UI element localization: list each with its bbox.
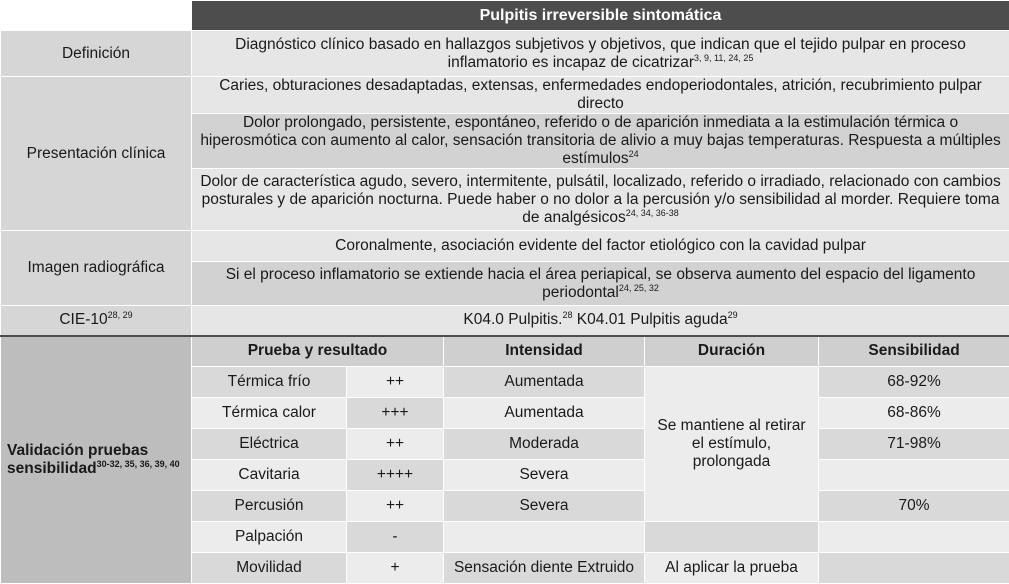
presentacion-label: Presentación clínica [1,77,192,231]
prueba-duracion [645,522,819,553]
presentacion-row-3: Dolor de característica agudo, severo, intermitente, pulsátil, localizado, referido o irradiado, relacionado con cambios posturales y de aparición nocturna. Puede haber o no dolor a la percusión y/o sensibilidad al morder. Requiere toma de analgésicos$^{24, 34, 36-38}$ [192,169,1009,231]
prueba-intensidad [444,522,645,553]
prueba-name: Eléctrica [192,429,347,460]
prueba-resultado: ++++ [347,460,444,491]
prueba-sensibilidad: 71-98% [819,429,1009,460]
prueba-resultado: - [347,522,444,553]
prueba-name: Movilidad [192,553,347,584]
definicion-text: Diagnóstico clínico basado en hallazgos subjetivos y objetivos, que indican que el tejido pulpar en proceso inflamatorio es incapaz de cicatrizar$^{3, 9, 11, 24, 25}$ [192,31,1009,77]
col-duracion-header: Duración [645,336,819,367]
cie-text: K04.0 Pulpitis.$^{28}$ K04.01 Pulpitis aguda$^{29}$ [192,306,1009,336]
col-prueba-header: Prueba y resultado [192,336,444,367]
prueba-resultado: ++ [347,491,444,522]
prueba-sensibilidad: 68-92% [819,367,1009,398]
duracion-merged: Se mantiene al retirar el estímulo, prolongada [645,367,819,522]
prueba-resultado: ++ [347,367,444,398]
header-blank [1,1,192,31]
definicion-label: Definición [1,31,192,77]
prueba-sensibilidad [819,553,1009,584]
prueba-name: Palpación [192,522,347,553]
prueba-resultado: +++ [347,398,444,429]
prueba-intensidad: Aumentada [444,398,645,429]
prueba-name: Percusión [192,491,347,522]
prueba-sensibilidad [819,522,1009,553]
presentacion-row-2: Dolor prolongado, persistente, espontáneo, referido o de aparición inmediata a la estimulación térmica o hiperosmótica con aumento al calor, sensación transitoria de alivio a muy bajas temperaturas. Respuesta a múltiples estímulos$^{24}$ [192,114,1009,169]
table-title: Pulpitis irreversible sintomática [192,1,1009,31]
validacion-label: Validación pruebas sensibilidad$^{30-32, 35, 36, 39, 40}$ [1,336,192,584]
prueba-sensibilidad: 70% [819,491,1009,522]
prueba-duracion: Al aplicar la prueba [645,553,819,584]
prueba-intensidad: Sensación diente Extruido [444,553,645,584]
col-intensidad-header: Intensidad [444,336,645,367]
prueba-sensibilidad: 68-86% [819,398,1009,429]
presentacion-row-1: Caries, obturaciones desadaptadas, extensas, enfermedades endoperiodontales, atrición, recubrimiento pulpar directo [192,77,1009,114]
imagen-row-2: Si el proceso inflamatorio se extiende hacia el área periapical, se observa aumento del espacio del ligamento periodontal$^{24, 25, 32}$ [192,262,1009,306]
cie-label: CIE-10$^{28, 29}$ [1,306,192,336]
prueba-intensidad: Severa [444,460,645,491]
prueba-intensidad: Aumentada [444,367,645,398]
prueba-name: Térmica frío [192,367,347,398]
prueba-sensibilidad [819,460,1009,491]
imagen-label: Imagen radiográfica [1,231,192,306]
imagen-row-1: Coronalmente, asociación evidente del factor etiológico con la cavidad pulpar [192,231,1009,262]
prueba-name: Cavitaria [192,460,347,491]
prueba-name: Térmica calor [192,398,347,429]
prueba-intensidad: Moderada [444,429,645,460]
col-sensibilidad-header: Sensibilidad [819,336,1009,367]
prueba-resultado: + [347,553,444,584]
prueba-resultado: ++ [347,429,444,460]
prueba-intensidad: Severa [444,491,645,522]
